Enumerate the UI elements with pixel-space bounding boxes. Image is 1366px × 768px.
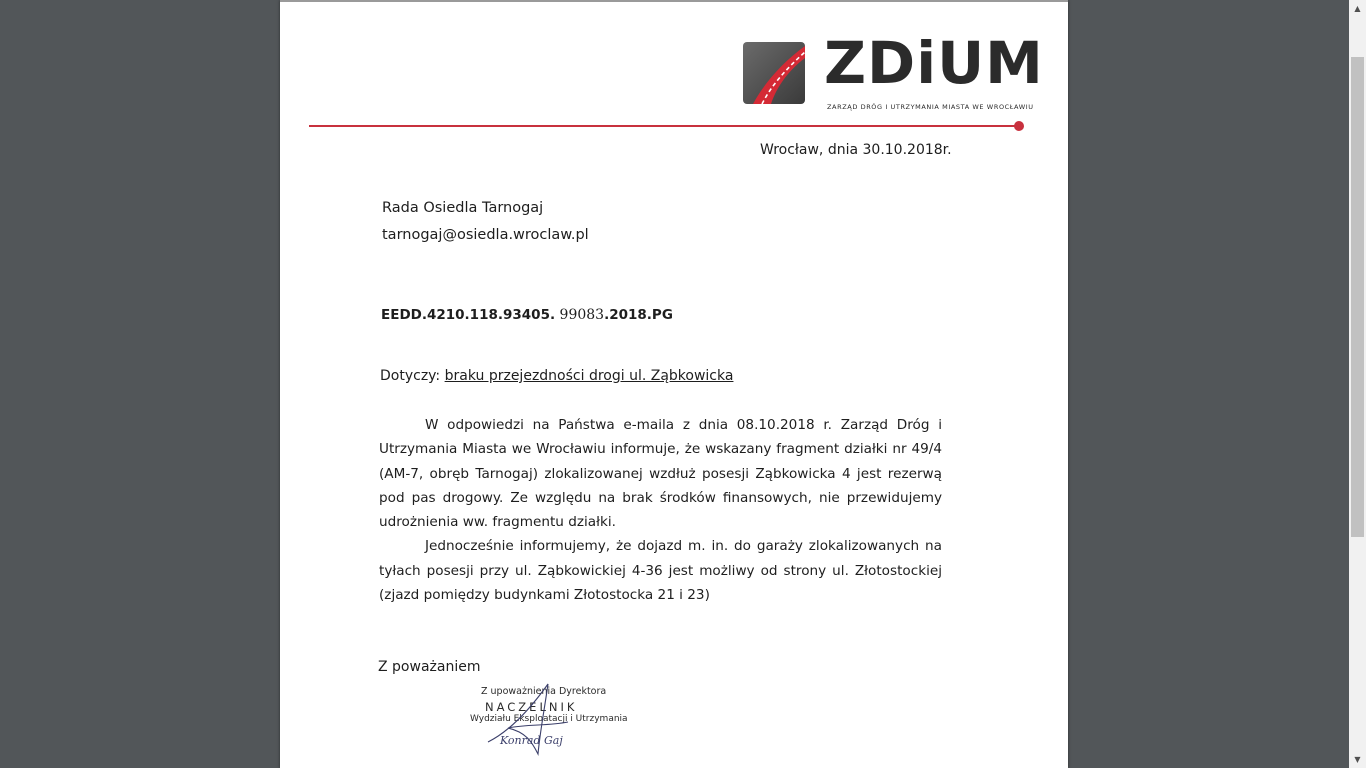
signature-stamp	[468, 682, 628, 762]
body-paragraph-1: W odpowiedzi na Państwa e-maila z dnia 08.10.2018 r. Zarząd Dróg i Utrzymania Miasta we Wrocławiu informuje, że wskazany fragment działki nr 49/4 (AM-7, obręb Tarnogaj) zlokalizowanej wzdłuż posesji Ząbkowicka 4 jest rezerwą pod pas drogowy. Ze względu na brak środków finansowych, nie przewidujemy udrożnienia ww. fragmentu działki.	[379, 417, 942, 531]
scroll-up-icon[interactable]: ▲	[1354, 4, 1361, 13]
body-paragraph-2: Jednocześnie informujemy, że dojazd m. in. do garaży zlokalizowanych na tyłach posesji przy ul. Ząbkowickiej 4-36 jest możliwy od strony ul. Złotostockiej (zjazd pomiędzy budynkami Złotostocka 21 i 23)	[379, 538, 942, 604]
document-page	[280, 0, 1068, 768]
letter-body	[379, 413, 942, 607]
header-divider	[309, 125, 1019, 127]
reference-suffix: .2018.PG	[604, 307, 673, 323]
subject-label: Dotyczy:	[380, 368, 445, 384]
scroll-down-icon[interactable]: ▼	[1354, 755, 1361, 764]
stamp-authorization: Z upoważnienia Dyrektora	[481, 686, 607, 697]
handwritten-signature	[468, 682, 618, 762]
page-top-edge	[280, 0, 1068, 2]
reference-middle: 99083	[555, 307, 605, 323]
stamp-signature-name: Konrad Gaj	[500, 734, 563, 747]
recipient-name: Rada Osiedla Tarnogaj	[382, 200, 544, 216]
subject-text: braku przejezdności drogi ul. Ząbkowicka	[444, 368, 734, 384]
closing-text: Z poważaniem	[378, 659, 481, 675]
letter-date: Wrocław, dnia 30.10.2018r.	[760, 142, 952, 158]
reference-number	[381, 307, 673, 323]
stamp-title: NACZELNIK	[485, 700, 578, 714]
scrollbar-thumb[interactable]	[1351, 57, 1364, 537]
recipient-email: tarnogaj@osiedla.wroclaw.pl	[382, 227, 589, 243]
logo-wordmark: ZDiUM	[824, 29, 1044, 97]
header-divider-dot	[1014, 121, 1024, 131]
subject-line	[380, 368, 733, 384]
zdium-road-logo-icon	[743, 42, 805, 104]
logo-subtitle: ZARZĄD DRÓG I UTRZYMANIA MIASTA WE WROCŁAWIU	[827, 103, 1034, 111]
stamp-department: Wydziału Eksploatacji i Utrzymania	[470, 714, 628, 724]
reference-prefix: EEDD.4210.118.93405.	[381, 307, 556, 323]
